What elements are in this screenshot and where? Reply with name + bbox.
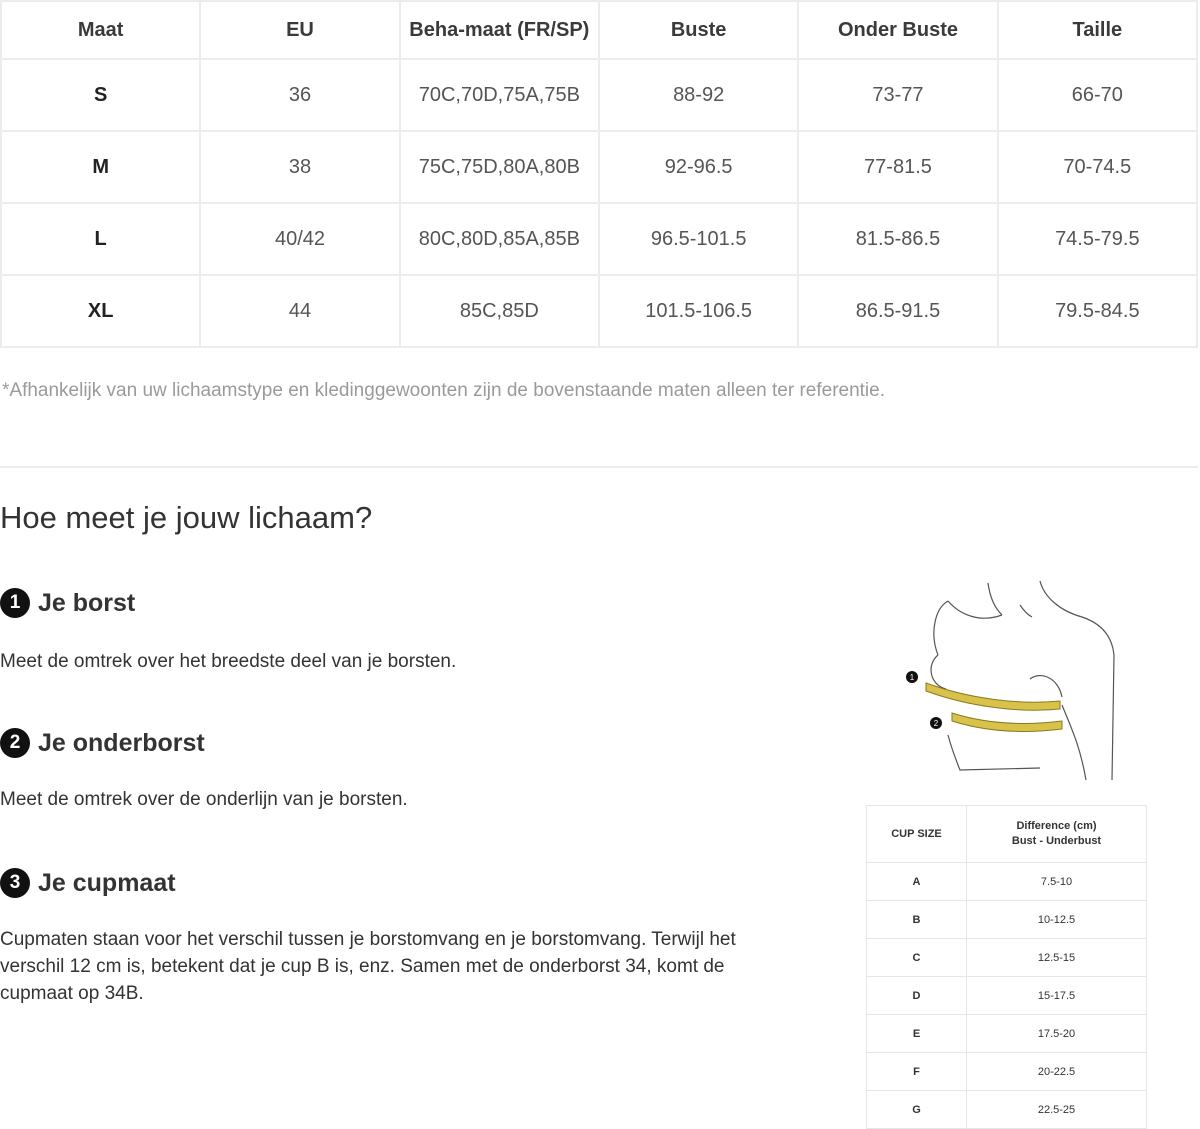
table-cell: 17.5-20: [967, 1015, 1147, 1053]
table-cell: 81.5-86.5: [798, 203, 997, 275]
table-cell: 12.5-15: [967, 939, 1147, 977]
table-cell: M: [1, 131, 200, 203]
underbust-tape: [952, 713, 1062, 731]
cup-size-table: [866, 805, 1147, 1129]
step-title-text: Je cupmaat: [38, 868, 176, 897]
left-shoulder: [934, 601, 948, 655]
header-eu: EU: [200, 1, 399, 59]
right-arm-inner: [1062, 705, 1086, 780]
table-cell: G: [867, 1091, 967, 1129]
step-2-title: [0, 728, 205, 758]
measure-heading: Hoe meet je jouw lichaam?: [0, 500, 373, 535]
table-cell: 22.5-25: [967, 1091, 1147, 1129]
table-cell: 96.5-101.5: [599, 203, 798, 275]
table-cell: C: [867, 939, 967, 977]
left-breast: [931, 655, 946, 689]
table-row: [1, 203, 1197, 275]
size-chart-header-row: [1, 1, 1197, 59]
step-1-title: [0, 588, 135, 618]
table-row: [867, 1053, 1147, 1091]
table-cell: 88-92: [599, 59, 798, 131]
difference-header: [967, 806, 1147, 863]
table-cell: 70C,70D,75A,75B: [400, 59, 599, 131]
cup-table-header-row: [867, 806, 1147, 863]
table-cell: 75C,75D,80A,80B: [400, 131, 599, 203]
table-cell: 73-77: [798, 59, 997, 131]
table-cell: 92-96.5: [599, 131, 798, 203]
step-3-text: Cupmaten staan voor het verschil tussen je borstomvang en je borstomvang. Terwijl het verschil 12 cm is, betekent dat je cup B is, enz. Samen met de onderborst 34, komt de cupmaat op 34B.: [0, 929, 736, 1004]
table-cell: 38: [200, 131, 399, 203]
table-row: [867, 901, 1147, 939]
table-cell: 44: [200, 275, 399, 347]
number-1-icon: 1: [0, 588, 30, 618]
table-cell: 15-17.5: [967, 977, 1147, 1015]
table-row: [867, 1015, 1147, 1053]
lower-torso: [948, 735, 1040, 770]
marker-1-label: 1: [909, 673, 915, 682]
difference-header-line2: Bust - Underbust: [1011, 835, 1102, 847]
difference-header-line1: Difference (cm): [1016, 820, 1097, 832]
table-row: [1, 59, 1197, 131]
right-shoulder-arm: [1040, 581, 1114, 780]
table-cell: L: [1, 203, 200, 275]
table-cell: 66-70: [998, 59, 1197, 131]
table-cell: 101.5-106.5: [599, 275, 798, 347]
table-row: [1, 275, 1197, 347]
number-2-icon: 2: [0, 728, 30, 758]
step-2-text: Meet de omtrek over de onderlijn van je borsten.: [0, 789, 408, 810]
table-cell: F: [867, 1053, 967, 1091]
table-cell: 7.5-10: [967, 863, 1147, 901]
table-cell: XL: [1, 275, 200, 347]
right-breast: [1030, 676, 1062, 697]
table-cell: 40/42: [200, 203, 399, 275]
cup-size-header: CUP SIZE: [867, 806, 967, 863]
number-3-icon: 3: [0, 868, 30, 898]
step-title-text: Je onderborst: [38, 728, 205, 757]
torso-measurement-illustration: [890, 575, 1130, 790]
table-cell: S: [1, 59, 200, 131]
step-1-text: Meet de omtrek over het breedste deel van je borsten.: [0, 651, 457, 672]
table-cell: 77-81.5: [798, 131, 997, 203]
header-beha-maat: Beha-maat (FR/SP): [400, 1, 599, 59]
reference-note: *Afhankelijk van uw lichaamstype en kledinggewoonten zijn de bovenstaande maten alleen ter referentie.: [2, 380, 885, 401]
bust-tape: [926, 683, 1060, 710]
step-title-text: Je borst: [38, 588, 136, 617]
table-row: [1, 131, 1197, 203]
step-3-title: [0, 868, 176, 898]
table-cell: 20-22.5: [967, 1053, 1147, 1091]
table-cell: E: [867, 1015, 967, 1053]
table-cell: 79.5-84.5: [998, 275, 1197, 347]
table-row: [867, 977, 1147, 1015]
table-cell: B: [867, 901, 967, 939]
header-buste: Buste: [599, 1, 798, 59]
table-cell: 86.5-91.5: [798, 275, 997, 347]
header-onder-buste: Onder Buste: [798, 1, 997, 59]
table-cell: 80C,80D,85A,85B: [400, 203, 599, 275]
header-maat: Maat: [1, 1, 200, 59]
table-cell: 10-12.5: [967, 901, 1147, 939]
header-taille: Taille: [998, 1, 1197, 59]
size-chart-table: [0, 0, 1198, 348]
table-cell: A: [867, 863, 967, 901]
table-row: [867, 939, 1147, 977]
marker-2-label: 2: [933, 719, 939, 728]
table-row: [867, 1091, 1147, 1129]
table-cell: 36: [200, 59, 399, 131]
table-cell: D: [867, 977, 967, 1015]
table-row: [867, 863, 1147, 901]
table-cell: 74.5-79.5: [998, 203, 1197, 275]
section-divider: [0, 466, 1198, 468]
table-cell: 70-74.5: [998, 131, 1197, 203]
table-cell: 85C,85D: [400, 275, 599, 347]
